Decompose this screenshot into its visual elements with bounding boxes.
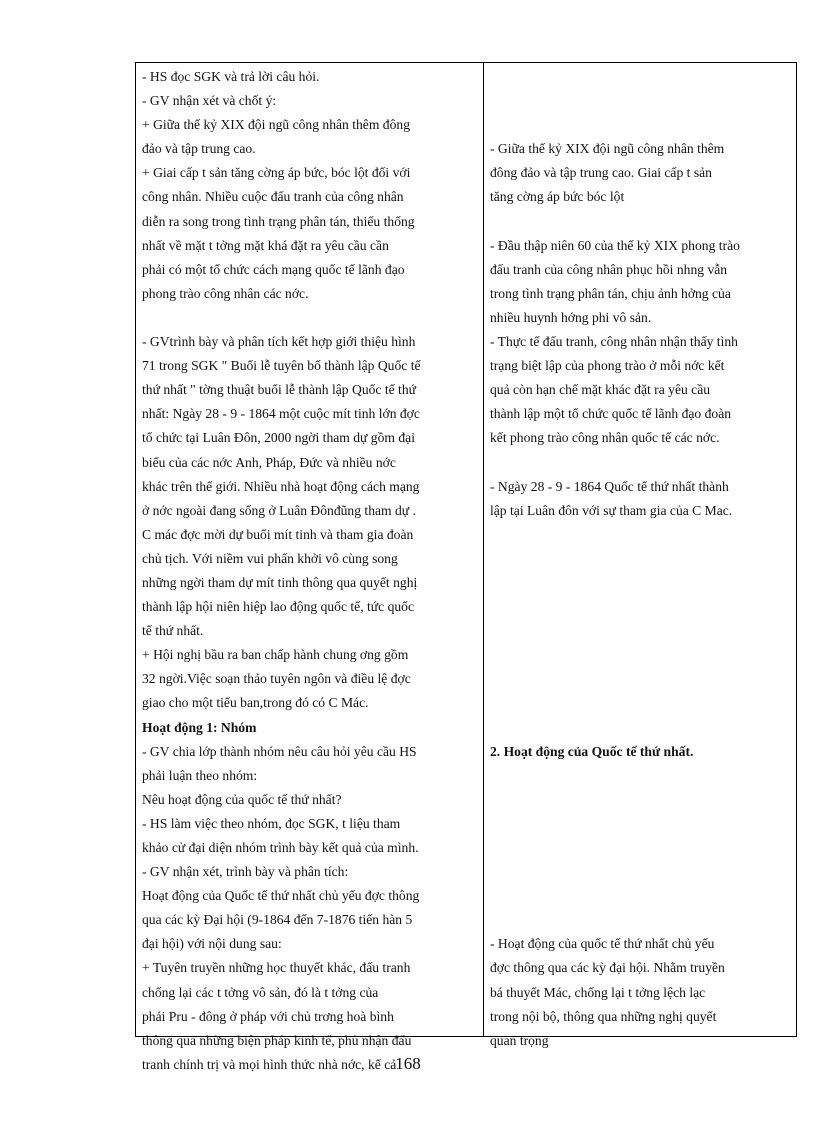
text-line: thành lập một tổ chức quốc tế lãnh đạo đoàn xyxy=(490,406,732,422)
blank-line xyxy=(490,113,790,137)
text-line: thứ nhất " tờng thuật buổi lễ thành lập Quốc tế thứ xyxy=(142,382,416,398)
text-line: + Hội nghị bầu ra ban chấp hành chung ơng gồm xyxy=(142,647,409,663)
text-line: tăng cờng áp bức bóc lột xyxy=(490,189,625,205)
text-line: tế thứ nhất. xyxy=(142,623,204,639)
text-line: phải có một tổ chức cách mạng quốc tế lãnh đạo xyxy=(142,261,405,277)
text-line: nhất về mặt t tởng mặt khá đặt ra yêu cầu cần xyxy=(142,237,389,253)
right-column xyxy=(484,63,796,1048)
blank-line xyxy=(490,210,790,234)
text-line: quả còn hạn chế mặt khác đặt ra yêu cầu xyxy=(490,382,711,398)
text-line: khảo cử đại diện nhóm trình bày kết quả của mình. xyxy=(142,840,419,855)
text-line: phái Pru - đông ở pháp với chủ trơng hoà bình xyxy=(142,1008,394,1024)
blank-line xyxy=(490,788,790,812)
text-line: 71 trong SGK " Buổi lễ tuyên bố thành lập Quốc tế xyxy=(142,358,421,374)
text-line: - Hoạt động của quốc tế thứ nhất chủ yếu xyxy=(490,936,715,952)
section-heading: Hoạt động 1: Nhóm xyxy=(142,719,257,735)
blank-line xyxy=(490,451,790,475)
text-line: Nêu hoạt động của quốc tế thứ nhất? xyxy=(142,791,342,807)
text-line: đông đảo và tập trung cao. Giai cấp t sản xyxy=(490,165,712,181)
text-line: nhất: Ngày 28 - 9 - 1864 một cuộc mít tinh lớn đợc xyxy=(142,406,420,422)
text-line: giao cho một tiểu ban,trong đó có C Mác. xyxy=(142,695,369,711)
text-line: + Giữa thế kỷ XIX đội ngũ công nhân thêm đông xyxy=(142,117,410,133)
blank-line xyxy=(490,523,790,547)
text-line: trong nội bộ, thông qua những nghị quyết xyxy=(490,1008,717,1024)
text-line: thành lập hội niên hiệp lao động quốc tế, tức quốc xyxy=(142,599,415,615)
text-line: đại hội) với nội dung sau: xyxy=(142,936,282,952)
section-heading: 2. Hoạt động của Quốc tế thứ nhất. xyxy=(490,743,694,759)
text-line: - Giữa thế kỷ XIX đội ngũ công nhân thêm xyxy=(490,141,725,157)
text-line: - Thực tế đấu tranh, công nhân nhận thấy tình xyxy=(490,334,738,350)
text-line: lập tại Luân đôn với sự tham gia của C Mac. xyxy=(490,502,733,518)
blank-line xyxy=(490,643,790,667)
blank-line xyxy=(490,89,790,113)
page-number: 168 xyxy=(395,1054,421,1073)
text-line: tổ chức tại Luân Đôn, 2000 ngời tham dự gồm đại xyxy=(142,430,415,446)
blank-line xyxy=(490,860,790,884)
blank-line xyxy=(490,667,790,691)
blank-line xyxy=(490,884,790,908)
text-line: Hoạt động của Quốc tế thứ nhất chủ yếu đợc thông xyxy=(142,888,420,904)
blank-line xyxy=(490,595,790,619)
blank-line xyxy=(490,619,790,643)
text-line: - Đầu thập niên 60 của thế kỷ XIX phong trào xyxy=(490,237,740,253)
text-line: chống lại các t tởng vô sản, đó là t tởng của xyxy=(142,984,379,1000)
blank-line xyxy=(490,764,790,788)
text-line: quan trọng xyxy=(490,1032,549,1048)
text-line: tranh chính trị và mọi hình thức nhà nớc, kể cả xyxy=(142,1056,397,1072)
text-line: - GV chia lớp thành nhóm nêu câu hỏi yêu cầu HS xyxy=(142,743,417,759)
text-line: - GVtrình bày và phân tích kết hợp giới thiệu hình xyxy=(142,334,416,350)
text-line: diễn ra song trong tình trạng phân tán, thiếu thống xyxy=(142,213,415,229)
blank-line xyxy=(490,65,790,89)
text-line: đấu tranh của công nhân phục hồi nhng vẫn xyxy=(490,261,728,277)
text-line: + Giai cấp t sản tăng cờng áp bức, bóc lột đối với xyxy=(142,165,411,181)
blank-line xyxy=(142,306,477,330)
text-line: - GV nhận xét và chốt ý: xyxy=(142,93,277,109)
text-line: thông qua những biện pháp kinh tế, phủ nhận đấu xyxy=(142,1032,412,1048)
text-line: khác trên thế giới. Nhiều nhà hoạt động cách mạng xyxy=(142,478,420,494)
text-line: - HS làm việc theo nhóm, đọc SGK, t liệu tham xyxy=(142,815,401,831)
text-line: bá thuyết Mác, chống lại t tởng lệch lạc xyxy=(490,984,706,1000)
text-line: biểu của các nớc Anh, Pháp, Đức và nhiều nớc xyxy=(142,454,396,470)
blank-line xyxy=(490,716,790,740)
text-line: ở nớc ngoài đang sống ở Luân Đônđũng tham dự . xyxy=(142,502,416,518)
text-line: - Ngày 28 - 9 - 1864 Quốc tế thứ nhất thành xyxy=(490,478,729,494)
blank-line xyxy=(490,812,790,836)
blank-line xyxy=(490,547,790,571)
blank-line xyxy=(490,908,790,932)
text-line: những ngời tham dự mít tinh thông qua quyết nghị xyxy=(142,574,418,590)
text-line: đợc thông qua các kỳ đại hội. Nhằm truyền xyxy=(490,960,725,976)
blank-line xyxy=(490,571,790,595)
text-line: C mác đợc mời dự buổi mít tinh và tham gia đoàn xyxy=(142,526,414,542)
text-line: công nhân. Nhiều cuộc đấu tranh của công nhân xyxy=(142,189,404,205)
text-line: trạng biệt lập của phong trào ở mỗi nớc kết xyxy=(490,358,725,374)
text-line: - GV nhận xét, trình bày và phân tích: xyxy=(142,864,349,880)
text-line: kết phong trào công nhân quốc tế các nớc. xyxy=(490,430,720,446)
blank-line xyxy=(490,691,790,715)
text-line: - HS đọc SGK và trả lời câu hỏi. xyxy=(142,69,320,84)
text-line: trong tình trạng phân tán, chịu ảnh hởng của xyxy=(490,285,731,301)
text-line: + Tuyên truyền những học thuyết khác, đấu tranh xyxy=(142,960,411,976)
text-line: phong trào công nhân các nớc. xyxy=(142,285,309,301)
text-line: qua các kỳ Đại hội (9-1864 đến 7-1876 tiến hàn 5 xyxy=(142,912,413,928)
text-line: chủ tịch. Với niềm vui phấn khởi vô cùng song xyxy=(142,550,398,566)
text-line: đảo và tập trung cao. xyxy=(142,141,256,157)
blank-line xyxy=(490,836,790,860)
text-line: nhiều huynh hớng phi vô sản. xyxy=(490,309,652,325)
text-line: phải luận theo nhóm: xyxy=(142,767,258,783)
text-line: 32 ngời.Việc soạn thảo tuyên ngôn và điều lệ đợc xyxy=(142,671,411,687)
